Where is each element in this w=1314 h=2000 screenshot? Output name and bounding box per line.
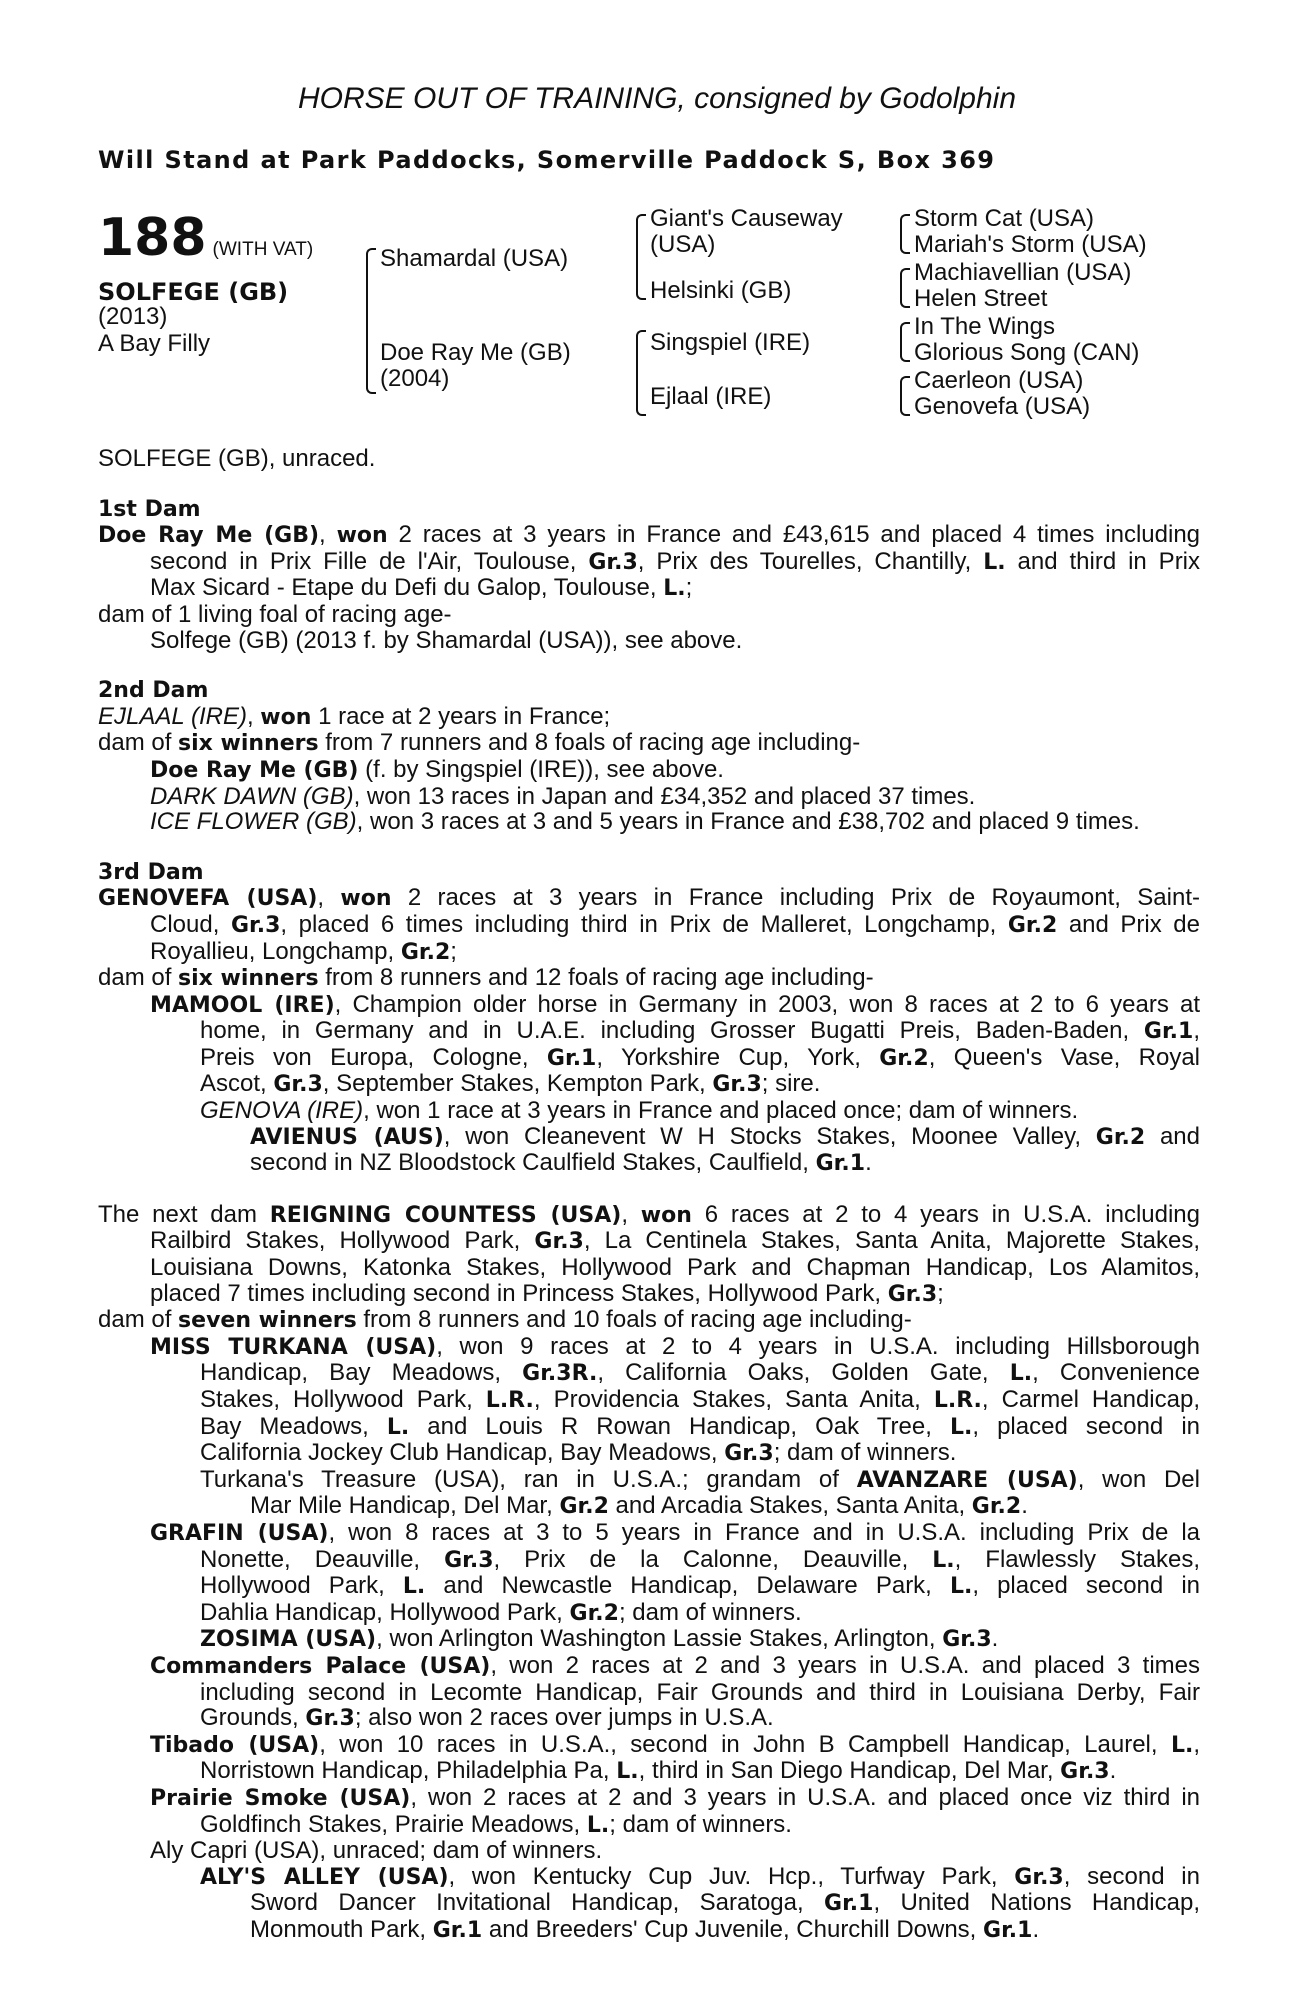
catalogue-body: SOLFEGE (GB), unraced. 1st Dam Doe Ray Me (GB), won 2 races at 3 years in France and £43,615 and placed 4 times including second in Prix Fille de l'Air, Toulouse, Gr.3, Prix des Tourelles, Chantilly, L. and third in Prix Max Sicard - Etape du Defi du Galop, Toulouse, L.; dam of 1 living foal of racing age- Solfege (GB) (2013 f. by Shamardal (USA)), see above. 2nd Dam EJLAAL (IRE), won 1 race at 2 years in France; dam of six winners from 7 runners and 8 foals of racing age including- Doe Ray Me (GB) (f. by Singspiel (IRE)), see above. DARK DAWN (GB), won 13 races in Japan and £34,352 and placed 37 times. ICE FLOWER (GB), won 3 races at 3 and 5 years in France and £38,702 and placed 9 times. 3rd Dam GENOVEFA (USA), won 2 races at 3 years in France including Prix de Royaumont, Saint- Cloud, Gr.3, placed 6 times including third in Prix de Malleret, Longchamp, Gr.2 and Prix de Royallieu, Longchamp, Gr.2; dam of six winners from 8 runners and 12 foals of racing age including- MAMOOL (IRE), Champion older horse in Germany in 2003, won 8 races at 2 to 6 years at home, in Germany and in U.A.E. including Grosser Bugatti Preis, Baden-Baden, Gr.1, Preis von Europa, Cologne, Gr.1, Yorkshire Cup, York, Gr.2, Queen's Vase, Royal Ascot, Gr.3, September Stakes, Kempton Park, Gr.3; sire. GENOVA (IRE), won 1 race at 3 years in France and placed once; dam of winners. AVIENUS (AUS), won Cleanevent W H Stocks Stakes, Moonee Valley, Gr.2 and second in NZ Bloodstock Caulfield Stakes, Caulfield, Gr.1. The next dam REIGNING COUNTESS (USA), won 6 races at 2 to 4 years in U.S.A. including Railbird Stakes, Hollywood Park, Gr.3, La Centinela Stakes, Santa Anita, Majorette Stakes, Louisiana Downs, Katonka Stakes, Hollywood Park and Chapman Handicap, Los Alamitos, placed 7 times including second in Princess Stakes, Hollywood Park, Gr.3; dam of seven winners from 8 runners and 10 foals of racing age including- MISS TURKANA (USA), won 9 races at 2 to 4 years in U.S.A. including Hillsborough Handicap, Bay Meadows, Gr.3R., California Oaks, Golden Gate, L., Convenience Stakes, Hollywood Park, L.R., Providencia Stakes, Santa Anita, L.R., Carmel Handicap, Bay Meadows, L. and Louis R Rowan Handicap, Oak Tree, L., placed second in California Jockey Club Handicap, Bay Meadows, Gr.3; dam of winners. Turkana's Treasure (USA), ran in U.S.A.; grandam of AVANZARE (USA), won Del Mar Mile Handicap, Del Mar, Gr.2 and Arcadia Stakes, Santa Anita, Gr.2. GRAFIN (USA), won 8 races at 3 to 5 years in France and in U.S.A. including Prix de la Nonette, Deauville, Gr.3, Prix de la Calonne, Deauville, L., Flawlessly Stakes, Hollywood Park, L. and Newcastle Handicap, Delaware Park, L., placed second in Dahlia Handicap, Hollywood Park, Gr.2; dam of winners. ZOSIMA (USA), won Arlington Washington Lassie Stakes, Arlington, Gr.3. Commanders Palace (USA), won 2 races at 2 and 3 years in U.S.A. and placed 3 times including second in Lecomte Handicap, Fair Grounds and third in Louisiana Derby, Fair Grounds, Gr.3; also won 2 races over jumps in U.S.A. Tibado (USA), won 10 races in U.S.A., second in John B Campbell Handicap, Laurel, L., Norristown Handicap, Philadelphia Pa, L., third in San Diego Handicap, Del Mar, Gr.3. Prairie Smoke (USA), won 2 races at 2 and 3 years in U.S.A. and placed once viz third in Goldfinch Stakes, Prairie Meadows, L.; dam of winners. Aly Capri (USA), unraced; dam of winners. ALY'S ALLEY (USA), won Kentucky Cup Juv. Hcp., Turfway Park, Gr.3, second in Sword Dancer Invitational Handicap, Saratoga, Gr.1, United Nations Handicap, Monmouth Park, Gr.1 and Breeders' Cup Juvenile, Churchill Downs, Gr.1. [98, 445, 1201, 1943]
pedigree-sire-sire: Giant's Causeway [650, 205, 843, 232]
page-title: HORSE OUT OF TRAINING, consigned by Godolphin [297, 82, 1017, 115]
pedigree-sds: Machiavellian (USA) [914, 259, 1132, 286]
lot-number-block [98, 208, 313, 268]
pedigree-sire-sire-country: (USA) [650, 231, 716, 258]
pedigree-brace-4 [900, 214, 910, 254]
pedigree-dam-year: (2004) [380, 365, 450, 392]
pedigree-sire: Shamardal (USA) [380, 245, 569, 272]
pedigree-brace-7 [900, 376, 910, 416]
horse-year: (2013) [98, 303, 168, 330]
pedigree-dss: In The Wings [914, 313, 1055, 340]
first-dam-line: Doe Ray Me (GB), won 2 races at 3 years in France and £43,615 and placed 4 times including [98, 521, 1201, 549]
pedigree-dam-sire: Singspiel (IRE) [650, 329, 811, 356]
pedigree-dsd: Glorious Song (CAN) [914, 339, 1140, 366]
second-dam-heading: 2nd Dam [98, 678, 209, 704]
third-dam-heading: 3rd Dam [98, 859, 204, 885]
pedigree-dam-dam: Ejlaal (IRE) [650, 383, 772, 410]
pedigree-brace-1 [366, 248, 376, 394]
pedigree-sss: Storm Cat (USA) [914, 205, 1095, 232]
pedigree-sire-dam: Helsinki (GB) [650, 277, 792, 304]
pedigree-brace-3 [636, 330, 646, 416]
pedigree-brace-2 [636, 214, 646, 300]
pedigree-brace-5 [900, 268, 910, 308]
pedigree-sdd: Helen Street [914, 285, 1048, 312]
pedigree-dam: Doe Ray Me (GB) [380, 339, 571, 366]
horse-description: A Bay Filly [98, 330, 211, 357]
horse-name: SOLFEGE (GB) [98, 278, 289, 306]
first-dam-heading: 1st Dam [98, 496, 201, 522]
stand-location: Will Stand at Park Paddocks, Somerville Paddock S, Box 369 [98, 146, 996, 174]
pedigree-ssd: Mariah's Storm (USA) [914, 231, 1147, 258]
pedigree-dds: Caerleon (USA) [914, 367, 1084, 394]
unraced-note: SOLFEGE (GB), unraced. [98, 445, 376, 472]
pedigree-ddd: Genovefa (USA) [914, 393, 1091, 420]
vat-note: (WITH VAT) [212, 239, 314, 260]
pedigree-brace-6 [900, 322, 910, 362]
lot-number: 188 [98, 208, 207, 268]
